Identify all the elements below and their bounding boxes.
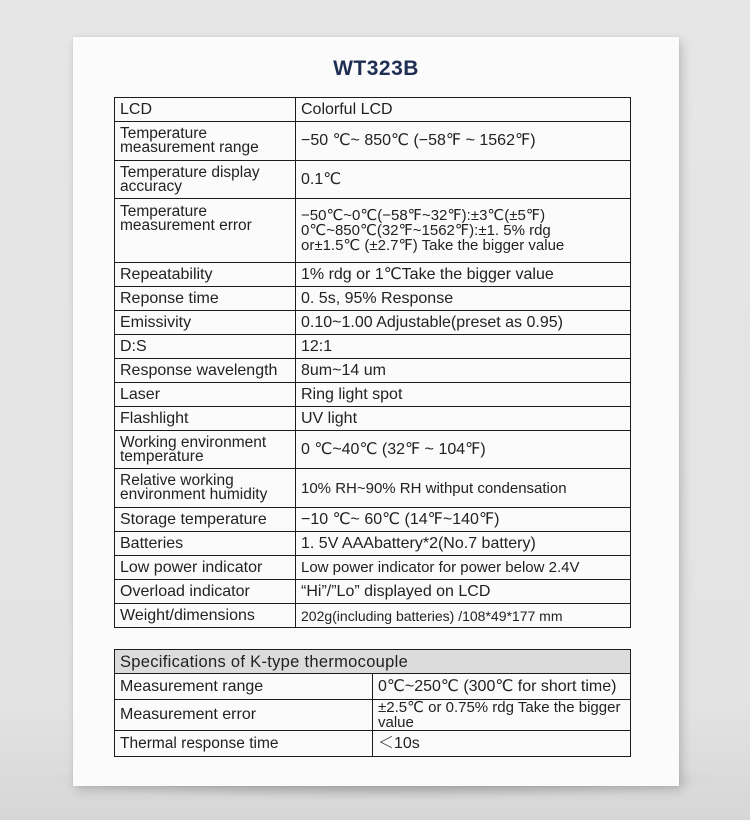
spec-label: Repeatability [115, 263, 296, 287]
spec-row-overload [115, 580, 631, 604]
spec-label: Low power indicator [115, 556, 296, 580]
spec-value: 1. 5V AAAbattery*2(No.7 battery) [296, 532, 631, 556]
thermocouple-header-row [115, 650, 631, 674]
spec-row-storage-temperature [115, 508, 631, 532]
spec-row-emissivity [115, 311, 631, 335]
spec-label: Batteries [115, 532, 296, 556]
spec-value: Ring light spot [296, 383, 631, 407]
spec-label: Temperature display accuracy [115, 161, 296, 199]
spec-label: Weight/dimensions [115, 604, 296, 628]
spec-label: Emissivity [115, 311, 296, 335]
spec-value: 10% RH~90% RH withput condensation [296, 469, 631, 508]
thermocouple-row-range [115, 674, 631, 700]
spec-value-line: −50℃~0℃(−58℉~32℉):±3℃(±5℉) [301, 207, 546, 224]
specifications-table [114, 97, 631, 628]
spec-label: Overload indicator [115, 580, 296, 604]
spec-value: 0. 5s, 95% Response [296, 287, 631, 311]
spec-row-display-accuracy [115, 161, 631, 199]
spec-value: ＜10s [373, 731, 631, 757]
spec-value: −10 ℃~ 60℃ (14℉~140℉) [296, 508, 631, 532]
spec-row-low-power [115, 556, 631, 580]
spec-value: 1% rdg or 1℃Take the bigger value [296, 263, 631, 287]
spec-value: UV light [296, 407, 631, 431]
product-title: WT323B [333, 57, 419, 80]
spec-row-repeatability [115, 263, 631, 287]
spec-value: 8um~14 um [296, 359, 631, 383]
spec-row-laser [115, 383, 631, 407]
spec-row-flashlight [115, 407, 631, 431]
spec-value: Low power indicator for power below 2.4V [296, 556, 631, 580]
spec-row-batteries [115, 532, 631, 556]
spec-value: 0.10~1.00 Adjustable(preset as 0.95) [296, 311, 631, 335]
spec-label: Response wavelength [115, 359, 296, 383]
spec-label: Thermal response time [115, 731, 373, 757]
spec-value: 0℃~250℃ (300℃ for short time) [373, 674, 631, 700]
spec-value: −50 ℃~ 850℃ (−58℉ ~ 1562℉) [296, 122, 631, 161]
spec-value-line: or±1.5℃ (±2.7℉) Take the bigger value [301, 237, 565, 254]
spec-label: D:S [115, 335, 296, 359]
spec-label: Laser [115, 383, 296, 407]
thermocouple-table [114, 649, 631, 757]
spec-label: LCD [115, 98, 296, 122]
spec-value: Colorful LCD [296, 98, 631, 122]
spec-label: Temperature measurement error [115, 199, 296, 263]
spec-label: Reponse time [115, 287, 296, 311]
spec-label: Storage temperature [115, 508, 296, 532]
spec-value-line: 0℃~850℃(32℉~1562℉):±1. 5% rdg [301, 222, 551, 239]
spec-row-response-time [115, 287, 631, 311]
spec-row-measurement-error [115, 199, 631, 263]
spec-label: Flashlight [115, 407, 296, 431]
spec-row-ds-ratio [115, 335, 631, 359]
spec-label: Temperature measurement range [115, 122, 296, 161]
spec-row-wavelength [115, 359, 631, 383]
spec-value: 0.1℃ [296, 161, 631, 199]
spec-row-weight-dimensions [115, 604, 631, 628]
spec-label: Measurement range [115, 674, 373, 700]
thermocouple-row-error [115, 700, 631, 731]
thermocouple-row-response-time [115, 731, 631, 757]
spec-row-lcd [115, 98, 631, 122]
spec-value [296, 199, 631, 263]
spec-label: Working environment temperature [115, 431, 296, 469]
spec-value: 202g(including batteries) /108*49*177 mm [296, 604, 631, 628]
spec-value: 0 ℃~40℃ (32℉ ~ 104℉) [296, 431, 631, 469]
spec-value: 12:1 [296, 335, 631, 359]
spec-row-working-humidity [115, 469, 631, 508]
thermocouple-header: Specifications of K-type thermocouple [115, 650, 631, 674]
spec-row-measurement-range [115, 122, 631, 161]
spec-row-working-temperature [115, 431, 631, 469]
spec-sheet [73, 37, 679, 786]
spec-label: Measurement error [115, 700, 373, 731]
spec-value: ±2.5℃ or 0.75% rdg Take the bigger value [373, 700, 631, 731]
spec-label: Relative working environment humidity [115, 469, 296, 508]
spec-value: “Hi”/”Lo” displayed on LCD [296, 580, 631, 604]
